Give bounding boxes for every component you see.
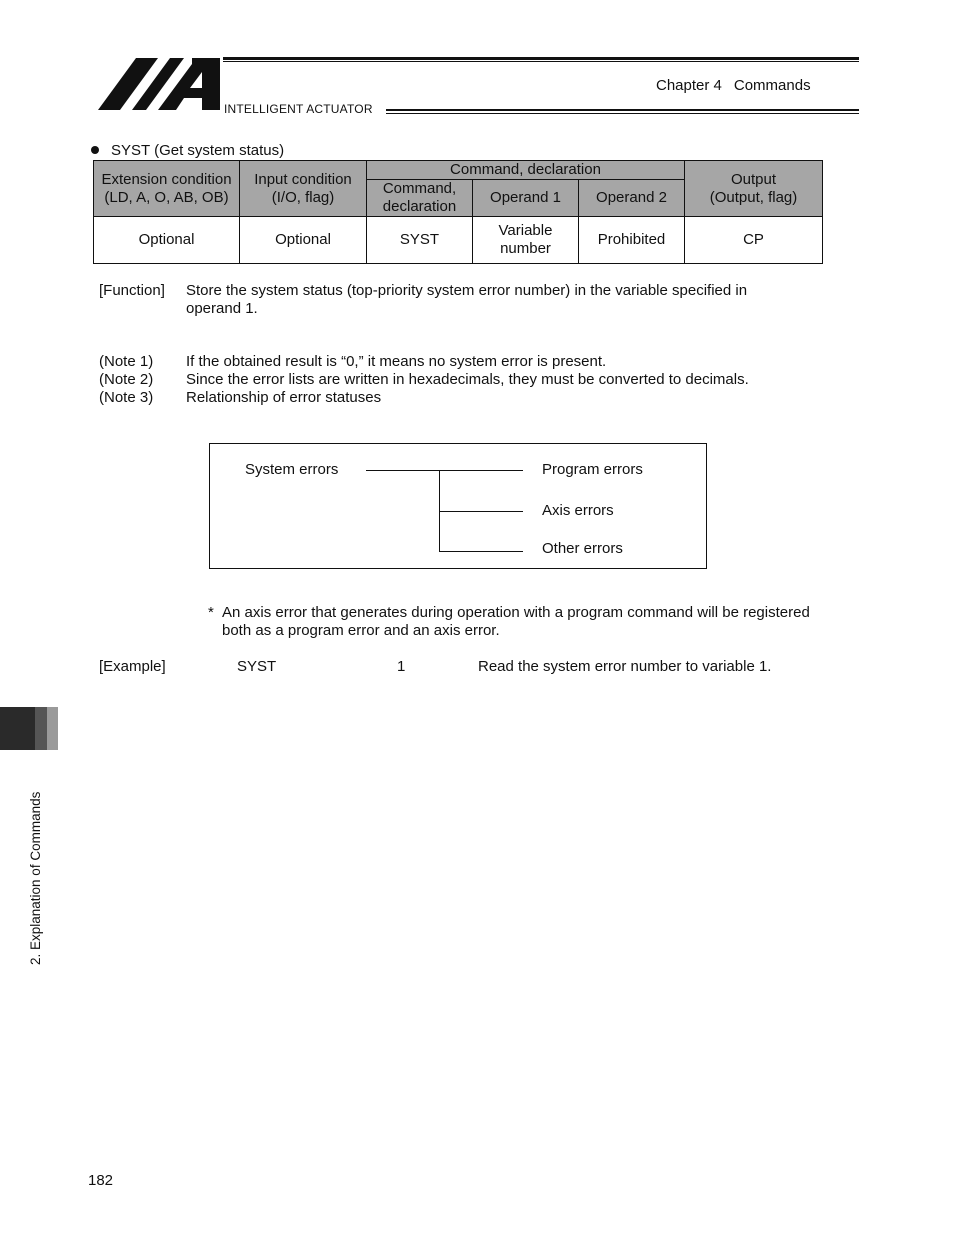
example-description: Read the system error number to variable 1.	[478, 658, 772, 675]
diagram-branch-program: Program errors	[542, 461, 643, 478]
note-1-text: If the obtained result is “0,” it means no system error is present.	[186, 353, 607, 370]
chapter-label: Chapter 4	[656, 77, 722, 94]
bullet-icon	[91, 146, 99, 154]
page-number: 182	[88, 1172, 114, 1189]
example-operand: 1	[397, 658, 406, 675]
header-rule-top	[223, 57, 859, 60]
note-2-text: Since the error lists are written in hexadecimals, they must be converted to decimals.	[186, 371, 749, 388]
header-command: Command, declaration	[367, 180, 473, 217]
note-3-text: Relationship of error statuses	[186, 389, 382, 406]
table-row	[94, 217, 823, 264]
header-operand-1: Operand 1	[473, 180, 579, 217]
chapter-title: Commands	[733, 77, 811, 94]
side-tab-marker-mid	[35, 707, 47, 750]
diagram-line-branch-2	[439, 511, 523, 512]
header-command-group: Command, declaration	[367, 161, 685, 180]
table-header-row	[94, 161, 823, 180]
diagram-line-branch-3	[439, 551, 523, 552]
chapter-heading	[656, 77, 811, 94]
footnote-text: An axis error that generates during operation with a program command will be registered both as a program error and an axis error.	[222, 604, 810, 639]
diagram-line-root	[366, 470, 523, 471]
cell-operand-2: Prohibited	[579, 217, 685, 264]
diagram-branch-other: Other errors	[542, 540, 623, 557]
header-rule-bottom-thin	[386, 113, 859, 114]
example-label: [Example]	[99, 658, 166, 675]
cell-operand-1: Variable number	[473, 217, 579, 264]
header-rule-top-thin	[223, 61, 859, 62]
cell-output: CP	[685, 217, 823, 264]
footnote-mark: *	[208, 604, 214, 621]
section-heading: SYST (Get system status)	[111, 142, 285, 159]
command-table	[93, 160, 823, 264]
note-1-label: (Note 1)	[99, 353, 154, 370]
company-name: INTELLIGENT ACTUATOR	[224, 102, 373, 116]
note-2-label: (Note 2)	[99, 371, 154, 388]
side-tab-marker	[0, 707, 35, 750]
note-3-label: (Note 3)	[99, 389, 154, 406]
cell-extension: Optional	[94, 217, 240, 264]
header-extension-condition: Extension condition (LD, A, O, AB, OB)	[94, 161, 240, 217]
header-operand-2: Operand 2	[579, 180, 685, 217]
function-text-line-1: Store the system status (top-priority system error number) in the variable specified in	[186, 282, 748, 299]
iai-logo	[98, 58, 220, 110]
side-tab-marker-light	[47, 707, 58, 750]
header-input-condition: Input condition (I/O, flag)	[240, 161, 367, 217]
header-output: Output (Output, flag)	[685, 161, 823, 217]
cell-command: SYST	[367, 217, 473, 264]
function-label: [Function]	[99, 282, 165, 299]
diagram-root-label: System errors	[245, 461, 339, 478]
header-rule-bottom	[386, 109, 859, 111]
example-command: SYST	[237, 658, 277, 675]
diagram-branch-axis: Axis errors	[542, 502, 614, 519]
side-section-label: 2. Explanation of Commands	[28, 791, 43, 965]
function-text-line-2: operand 1.	[186, 300, 258, 317]
cell-input: Optional	[240, 217, 367, 264]
